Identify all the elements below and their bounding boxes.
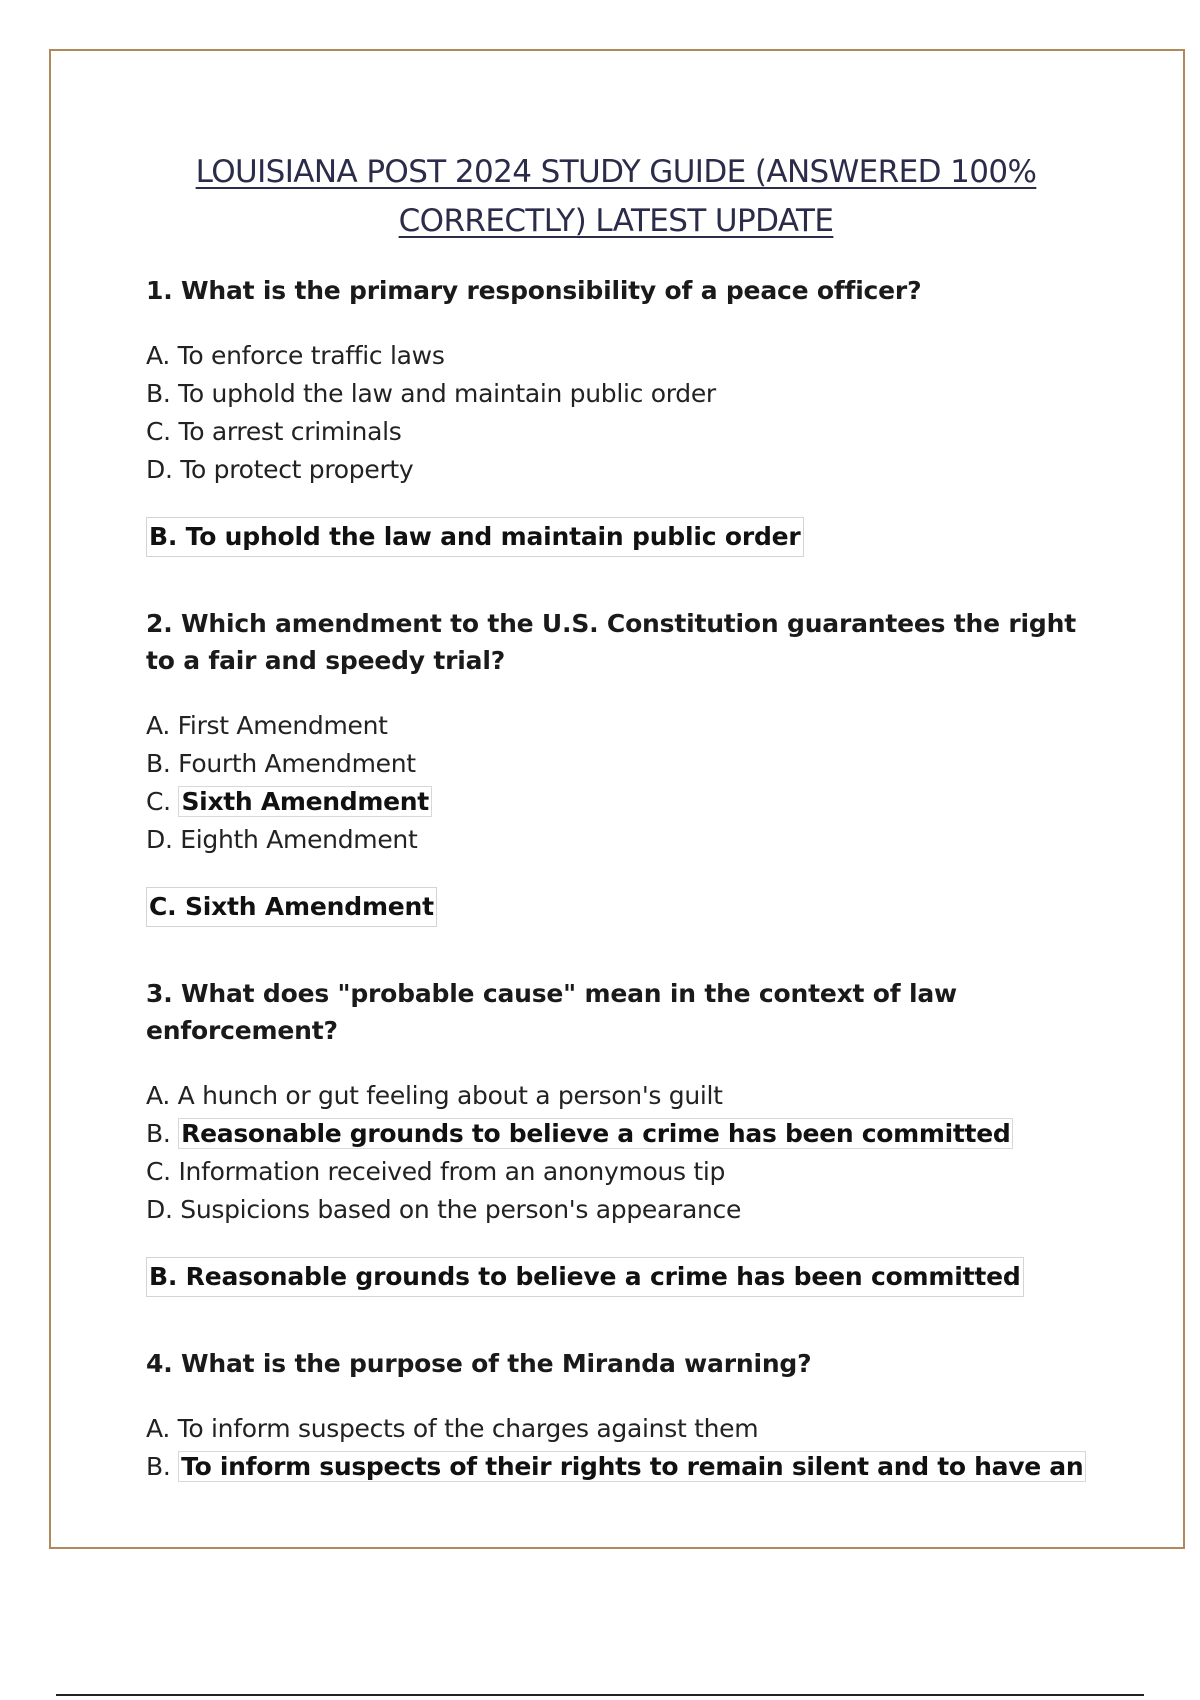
question-1-options: [146, 337, 1106, 489]
option-1a: [146, 337, 1106, 375]
question-3-options: [146, 1077, 1106, 1229]
option-text: To inform suspects of the charges against them: [177, 1414, 759, 1443]
question-4-prompt: 4. What is the purpose of the Miranda warning?: [146, 1349, 812, 1378]
option-4b: [146, 1448, 1106, 1486]
option-text: To uphold the law and maintain public order: [178, 379, 716, 408]
answer-3: B. Reasonable grounds to believe a crime has been committed: [146, 1257, 1024, 1297]
option-letter: C.: [146, 787, 171, 816]
option-text: First Amendment: [177, 711, 388, 740]
option-2b: [146, 745, 1106, 783]
document-title: [100, 148, 1132, 246]
option-letter: D.: [146, 1195, 173, 1224]
option-3b: [146, 1115, 1106, 1153]
option-text: To arrest criminals: [178, 417, 402, 446]
option-3a: [146, 1077, 1106, 1115]
option-letter: D.: [146, 455, 173, 484]
question-1-prompt: 1. What is the primary responsibility of a peace officer?: [146, 276, 922, 305]
option-1b: [146, 375, 1106, 413]
option-text: Fourth Amendment: [178, 749, 416, 778]
option-letter: B.: [146, 379, 171, 408]
option-text: To protect property: [180, 455, 414, 484]
option-text-correct: Sixth Amendment: [178, 786, 431, 817]
option-3c: [146, 1153, 1106, 1191]
answer-1-wrap: [146, 517, 1106, 581]
option-2c: [146, 783, 1106, 821]
question-2-prompt: 2. Which amendment to the U.S. Constitution guarantees the right to a fair and speedy trial?: [146, 609, 1076, 675]
question-2-options: [146, 707, 1106, 859]
option-letter: A.: [146, 1414, 171, 1443]
option-letter: B.: [146, 1119, 171, 1148]
option-letter: A.: [146, 1081, 171, 1110]
option-letter: A.: [146, 711, 171, 740]
answer-1: B. To uphold the law and maintain public order: [146, 517, 804, 557]
option-letter: B.: [146, 749, 171, 778]
option-text: To enforce traffic laws: [177, 341, 445, 370]
answer-3-wrap: [146, 1257, 1106, 1321]
option-text: A hunch or gut feeling about a person's guilt: [177, 1081, 723, 1110]
option-1c: [146, 413, 1106, 451]
option-3d: [146, 1191, 1106, 1229]
option-letter: C.: [146, 1157, 171, 1186]
footer-divider: [56, 1694, 1144, 1696]
title-line-2: CORRECTLY) LATEST UPDATE: [398, 203, 834, 239]
answer-2-wrap: [146, 887, 1106, 951]
question-4-options: [146, 1410, 1106, 1486]
option-text-correct: Reasonable grounds to believe a crime has been committed: [178, 1118, 1013, 1149]
option-2a: [146, 707, 1106, 745]
question-3-prompt: 3. What does "probable cause" mean in the context of law enforcement?: [146, 979, 957, 1045]
option-text-correct: To inform suspects of their rights to remain silent and to have an: [178, 1451, 1086, 1482]
option-letter: D.: [146, 825, 173, 854]
option-letter: B.: [146, 1452, 171, 1481]
title-line-1: LOUISIANA POST 2024 STUDY GUIDE (ANSWERED 100%: [195, 154, 1037, 190]
answer-2: C. Sixth Amendment: [146, 887, 437, 927]
option-text: Suspicions based on the person's appearance: [180, 1195, 742, 1224]
option-1d: [146, 451, 1106, 489]
option-letter: C.: [146, 417, 171, 446]
question-list: [146, 272, 1106, 1514]
option-letter: A.: [146, 341, 171, 370]
option-text: Eighth Amendment: [180, 825, 418, 854]
option-text: Information received from an anonymous tip: [178, 1157, 726, 1186]
option-2d: [146, 821, 1106, 859]
option-4a: [146, 1410, 1106, 1448]
